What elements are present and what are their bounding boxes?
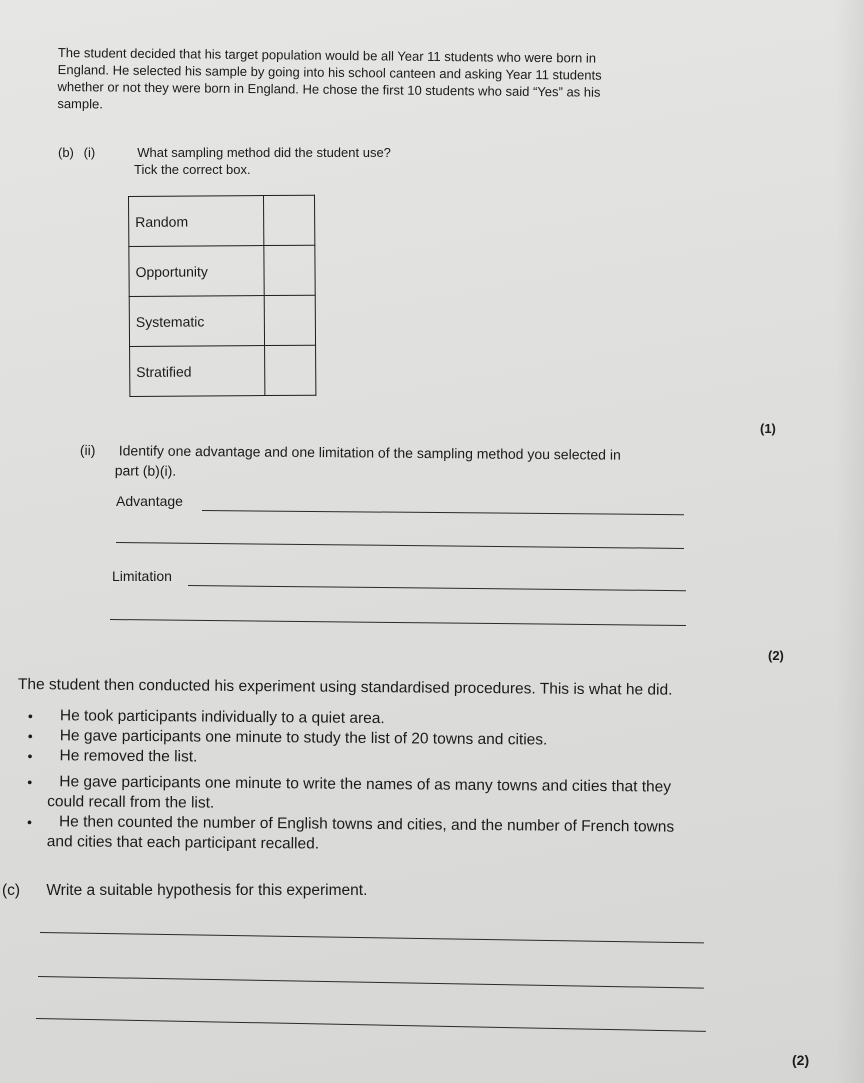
question-c	[2, 882, 367, 900]
marks-b-i: (1)	[760, 421, 776, 436]
tick-box-opportunity[interactable]	[264, 245, 315, 295]
table-row	[129, 295, 315, 346]
hypothesis-answer-line-2[interactable]	[38, 976, 704, 989]
question-text: What sampling method did the student use?	[137, 145, 391, 160]
limitation-label: Limitation	[112, 568, 172, 584]
limitation-answer-line-1[interactable]	[188, 585, 686, 591]
intro-line: whether or not they were born in England. He chose the first 10 students who said “Yes” as his	[57, 78, 601, 100]
bullet-icon: •	[26, 813, 32, 831]
bullet-icon: •	[27, 773, 33, 791]
tick-box-random[interactable]	[264, 195, 315, 245]
limitation-answer-line-2[interactable]	[110, 619, 686, 626]
question-b-i	[58, 144, 391, 161]
table-row	[129, 195, 315, 246]
bullet-icon: •	[27, 707, 33, 725]
advantage-answer-line-2[interactable]	[116, 542, 684, 549]
intro-line: England. He selected his sample by going into his school canteen and asking Year 11 students	[57, 61, 602, 83]
option-label-stratified: Stratified	[130, 346, 265, 397]
bullet-icon: •	[27, 727, 33, 745]
hypothesis-answer-line-3[interactable]	[36, 1018, 706, 1032]
table-row	[129, 245, 315, 296]
list-item: • He removed the list.	[27, 747, 198, 766]
question-sub-number: (i)	[83, 145, 96, 160]
option-label-opportunity: Opportunity	[129, 246, 264, 297]
intro-line: The student decided that his target population would be all Year 11 students who were born in	[57, 44, 597, 66]
question-sub-number: (ii)	[79, 441, 96, 459]
question-number: (c)	[2, 882, 21, 899]
option-label-random: Random	[129, 196, 264, 247]
advantage-label: Advantage	[116, 493, 183, 509]
list-item: • He gave participants one minute to write the names of as many towns and cities that they could recall from the list.	[27, 773, 672, 812]
question-text: Identify one advantage and one limitation of the sampling method you selected in	[118, 442, 621, 463]
list-item: • He took participants individually to a quiet area.	[27, 707, 385, 728]
tick-instruction: Tick the correct box.	[134, 162, 251, 177]
experiment-intro: The student then conducted his experiment using standardised procedures. This is what he did.	[17, 676, 673, 699]
question-b-ii	[80, 440, 720, 486]
table-row	[130, 345, 316, 396]
list-item: • He then counted the number of English towns and cities, and the number of French towns and cities that each participant recalled.	[26, 813, 675, 853]
bullet-icon: •	[27, 747, 33, 765]
sampling-method-table	[128, 195, 316, 397]
intro-line: sample.	[57, 95, 103, 112]
advantage-answer-line-1[interactable]	[202, 510, 684, 515]
page-shadow	[834, 0, 864, 1083]
question-number: (b)	[58, 145, 74, 160]
option-label-systematic: Systematic	[129, 296, 264, 347]
tick-box-stratified[interactable]	[265, 345, 316, 395]
hypothesis-answer-line-1[interactable]	[40, 932, 704, 943]
intro-paragraph	[57, 44, 718, 119]
list-item: • He gave participants one minute to study the list of 20 towns and cities.	[27, 727, 548, 749]
marks-b-ii: (2)	[768, 648, 784, 663]
question-text-cont: part (b)(i).	[114, 462, 177, 479]
procedure-list	[27, 706, 748, 858]
tick-box-systematic[interactable]	[264, 295, 315, 345]
marks-c: (2)	[792, 1052, 810, 1068]
question-text: Write a suitable hypothesis for this experiment.	[46, 882, 368, 899]
